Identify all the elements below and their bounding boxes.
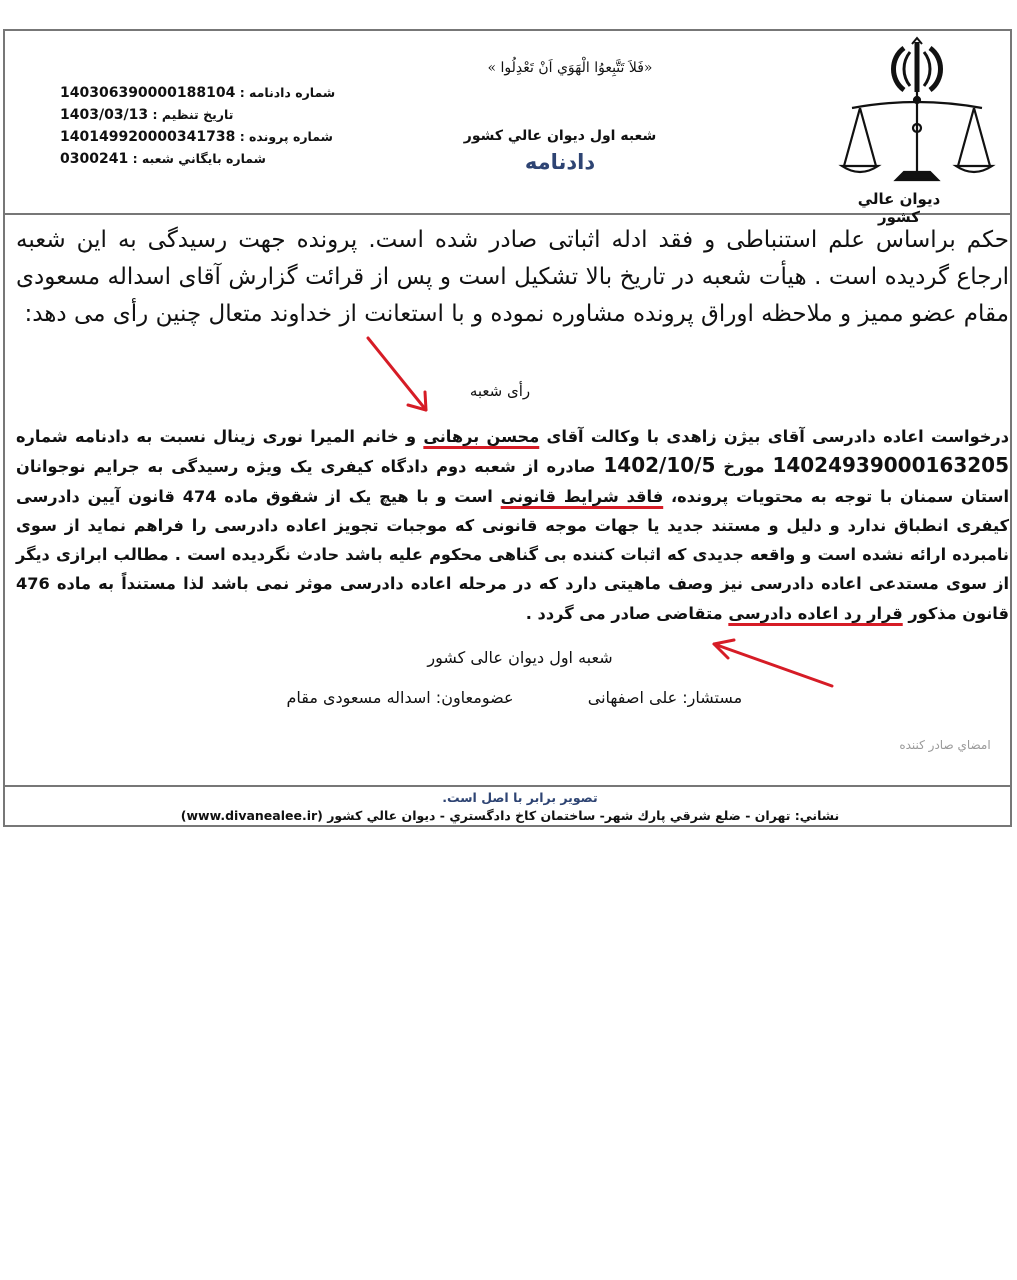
meta-value: 0300241 xyxy=(60,151,129,167)
decision-number: 14024939000163205 xyxy=(772,453,1010,478)
advisor-signature: مستشار: علی اصفهانی xyxy=(587,688,743,707)
court-name-label: ديوان عالي كشور xyxy=(857,190,941,226)
meta-row-file-number xyxy=(60,126,340,148)
article-number: 476 xyxy=(16,574,50,594)
highlighted-lacks-legal-conditions: فاقد شرایط قانونی xyxy=(500,486,664,506)
document-title: دادنامه xyxy=(524,150,596,174)
meta-label: شماره پرونده : xyxy=(239,129,333,144)
ruling-text: است و با هیچ یک از شقوق ماده xyxy=(224,486,493,506)
decision-date: 1402/10/5 xyxy=(603,453,716,478)
meta-label: شماره دادنامه : xyxy=(239,85,336,100)
meta-value: 1403/03/13 xyxy=(60,107,149,123)
footer-divider xyxy=(5,785,1010,787)
branch-title: شعبه اول ديوان عالي كشور xyxy=(463,128,657,144)
highlighted-rejection-order: قرار رد اعاده دادرسی xyxy=(728,603,903,623)
article-number: 474 xyxy=(182,486,217,506)
meta-value: 140306390000188104 xyxy=(60,85,236,101)
meta-label: تاريخ تنظيم : xyxy=(152,107,234,122)
ruling-text: مورخ xyxy=(723,457,765,477)
meta-row-decision-number xyxy=(60,82,340,104)
ruling-text: صادره از شعبه دوم دادگاه کیفری یک ویژه رسیدگی به جرایم نوجوانان استان سمنان با توجه به محتویات پرونده، xyxy=(16,457,1009,506)
ruling-text: قانون مذکور xyxy=(908,603,1009,623)
member-signature: عضومعاون: اسداله مسعودی مقام xyxy=(286,688,514,707)
meta-row-issue-date xyxy=(60,104,340,126)
intro-paragraph: حکم براساس علم استنباطی و فقد ادله اثباتی صادر شده است. پرونده جهت رسیدگی به این شعبه ارجاع گردیده است . هیأت شعبه در تاریخ بالا تشکیل است و پس از قرائت گزارش آقای اسداله مسعودی مقام عضو ممیز و ملاحظه اوراق پرونده مشاوره نموده و با استعانت از خداوند متعال چنین رأی می دهد: xyxy=(16,227,1009,327)
certified-copy-note: تصوير برابر با اصل است. xyxy=(442,790,598,805)
ruling-text: درخواست اعاده دادرسی آقای بیژن زاهدی با وکالت آقای xyxy=(546,427,1010,446)
ruling-paragraph xyxy=(16,422,1009,628)
meta-label: شماره بايگاني شعبه : xyxy=(132,151,266,166)
ruling-text: و خانم المیرا نوری زینال نسبت به دادنامه شماره xyxy=(16,427,417,446)
ruling-text: متقاضی صادر می گردد . xyxy=(525,603,723,623)
case-metadata xyxy=(60,82,340,170)
highlighted-lawyer-name: محسن برهانی xyxy=(423,427,540,446)
iran-emblem-icon xyxy=(838,36,996,186)
meta-value: 140149920000341738 xyxy=(60,129,236,145)
meta-row-archive-number xyxy=(60,148,340,170)
scales-of-justice-icon xyxy=(842,92,992,180)
issuer-signature-label: امضاي صادر كننده xyxy=(899,738,991,752)
quran-verse: «فَلاَ تَتَّبِعوُا الْهَوَي اَنْ تَعْدِلُوا » xyxy=(487,60,653,76)
court-address: نشاني: تهران - ضلع شرقي پارك شهر- ساختمان كاخ دادگستري - ديوان عالي كشور (www.divanealee.ir) xyxy=(180,808,840,823)
ruling-heading: رأی شعبه xyxy=(469,382,531,400)
ruling-text: قانون آیین دادرسی کیفری انطباق ندارد و دلیل و مستند جدید یا جهات موجه قانونی که موجبات تجویز اعاده دادرسی را فراهم نماید از سوی نامبرده ارائه نشده است و واقعه جدیدی که اثبات کننده بی گناهی محکوم علیه باشد حادث نگردیده است . مطالب ابرازی دیگر از سوی مستدعی اعاده دادرسی نیز وصف ماهیتی دارد که در مرحله اعاده دادرسی موثر نمی باشد لذا مستنداً به ماده xyxy=(16,486,1009,594)
branch-signature: شعبه اول دیوان عالی کشور xyxy=(427,648,613,667)
